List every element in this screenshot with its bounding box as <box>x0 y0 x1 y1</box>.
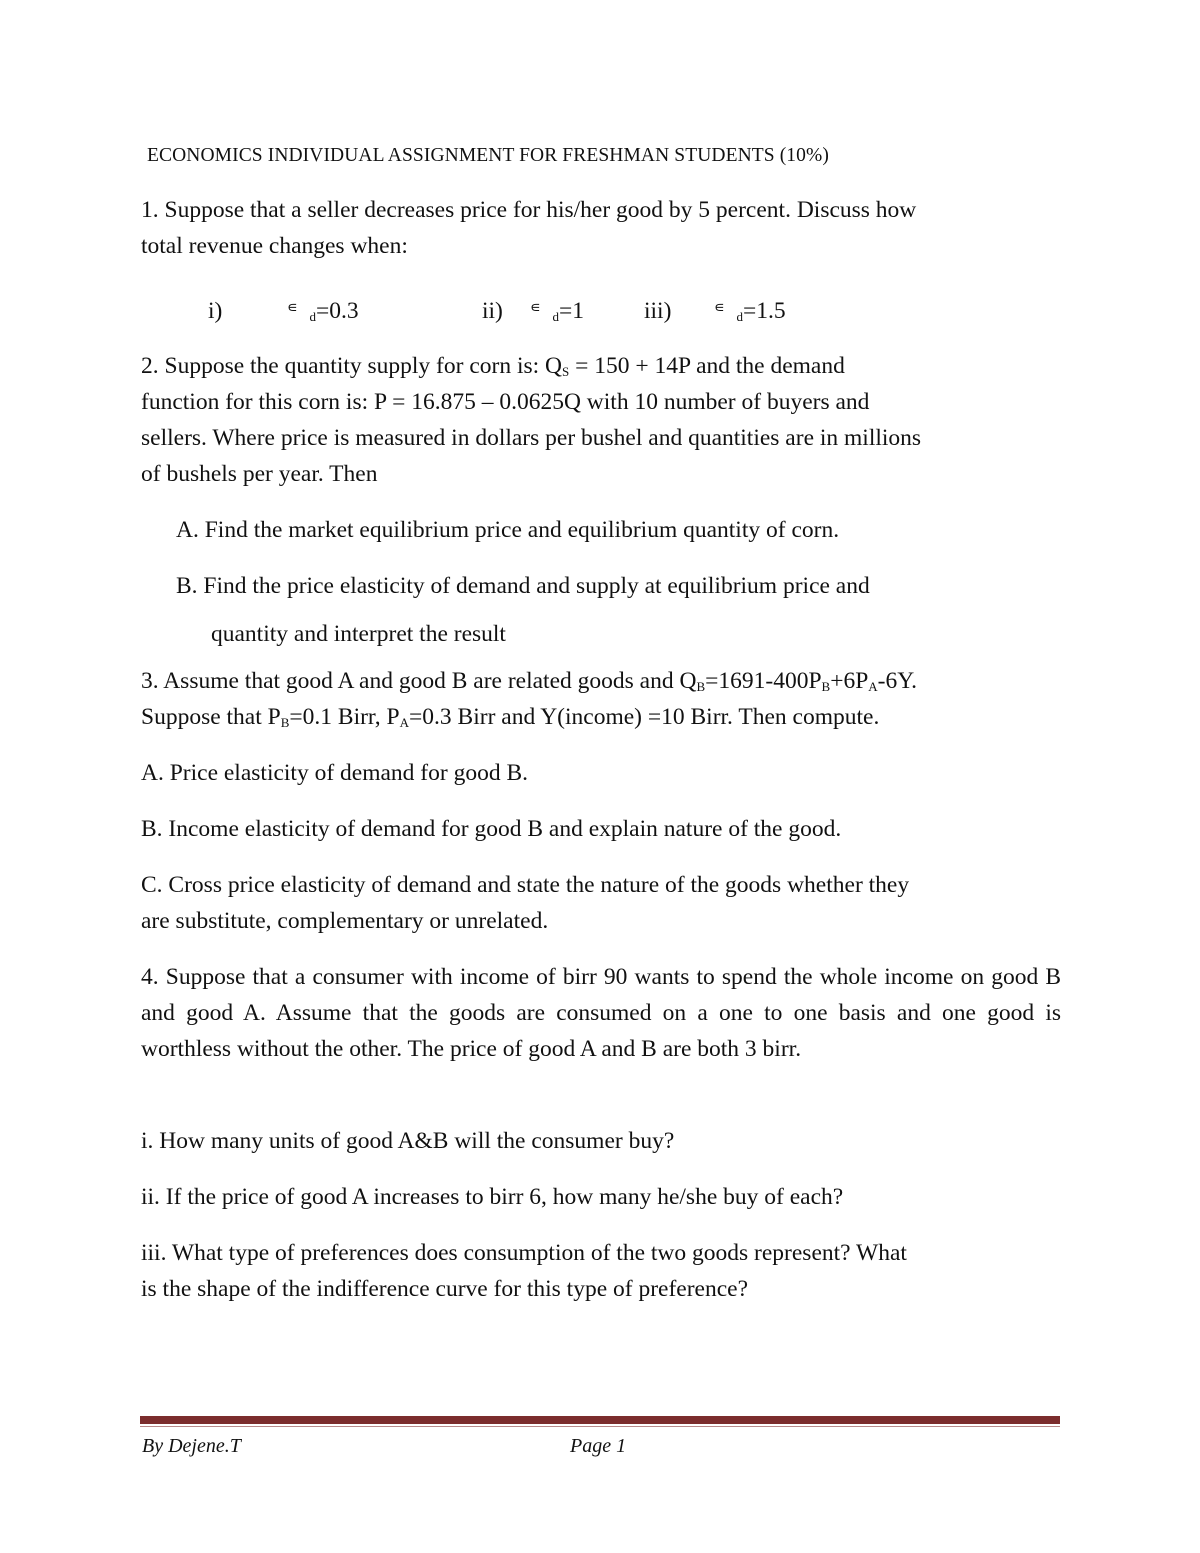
footer-rule <box>140 1416 1060 1424</box>
question-3-part-c-line-1: C. Cross price elasticity of demand and state the nature of the goods whether they <box>141 872 910 898</box>
question-4-part-iii-line-2: is the shape of the indifference curve for this type of preference? <box>141 1276 749 1302</box>
elasticity-subscript: d <box>736 309 744 324</box>
epsilon-symbol: ∊ <box>714 298 725 316</box>
footer-rule-thin <box>140 1426 1060 1427</box>
question-3-line-2: Suppose that $P_B=0.1$ Birr, $P_A=0.3$ Birr and Y(income) =10 Birr. Then compute. <box>141 704 880 730</box>
question-2-line-3: sellers. Where price is measured in dollars per bushel and quantities are in millions <box>141 425 922 451</box>
footer-page-number: Page 1 <box>570 1435 627 1457</box>
question-2-line-1: 2. Suppose the quantity supply for corn is: $Q_S = 150 + 14P$ and the demand <box>141 353 845 379</box>
footer-author: By Dejene.T <box>142 1435 241 1457</box>
question-4-part-ii: ii. If the price of good A increases to birr 6, how many he/she buy of each? <box>141 1184 844 1210</box>
question-2-part-a: A. Find the market equilibrium price and equilibrium quantity of corn. <box>176 517 840 543</box>
option-ii-label: ii) <box>482 298 503 324</box>
elasticity-subscript: d <box>552 309 560 324</box>
option-i-value: =0.3 <box>316 298 359 324</box>
question-2-part-b-line-2: quantity and interpret the result <box>211 621 506 647</box>
question-4-paragraph: 4. Suppose that a consumer with income of birr 90 wants to spend the whole income on good B and good A. Assume that the goods are consumed on a one to one basis and one good is worthless without the other. The price of good A and B are both 3 birr. <box>141 964 1061 1062</box>
option-iii-label: iii) <box>644 298 672 324</box>
option-iii-value: =1.5 <box>743 298 786 324</box>
question-3-part-a: A. Price elasticity of demand for good B. <box>141 760 529 786</box>
option-i-label: i) <box>208 298 223 324</box>
question-2-line-4: of bushels per year. Then <box>141 461 378 487</box>
question-1-line-1: 1. Suppose that a seller decreases price for his/her good by 5 percent. Discuss how <box>141 197 917 223</box>
option-iii-elasticity <box>714 293 786 331</box>
epsilon-symbol: ∊ <box>530 298 541 316</box>
epsilon-symbol: ∊ <box>287 298 298 316</box>
question-1-line-2: total revenue changes when: <box>141 233 408 259</box>
option-ii-value: =1 <box>559 298 585 324</box>
option-ii-elasticity <box>530 293 584 331</box>
option-i-elasticity <box>287 293 359 331</box>
question-3-part-b: B. Income elasticity of demand for good B and explain nature of the good. <box>141 816 842 842</box>
question-3-line-1: 3. Assume that good A and good B are related goods and $Q_B=1691-400P_B+6P_A-6Y$. <box>141 668 918 694</box>
question-2-line-2: function for this corn is: P = 16.875 – 0.0625Q with 10 number of buyers and <box>141 389 870 415</box>
document-title: ECONOMICS INDIVIDUAL ASSIGNMENT FOR FRESHMAN STUDENTS (10%) <box>147 145 829 166</box>
question-2-part-b-line-1: B. Find the price elasticity of demand and supply at equilibrium price and <box>176 573 870 599</box>
question-4-part-iii-line-1: iii. What type of preferences does consumption of the two goods represent? What <box>141 1240 907 1266</box>
question-4-part-i: i. How many units of good A&B will the consumer buy? <box>141 1128 675 1154</box>
elasticity-subscript: d <box>309 309 317 324</box>
question-3-part-c-line-2: are substitute, complementary or unrelated. <box>141 908 549 934</box>
